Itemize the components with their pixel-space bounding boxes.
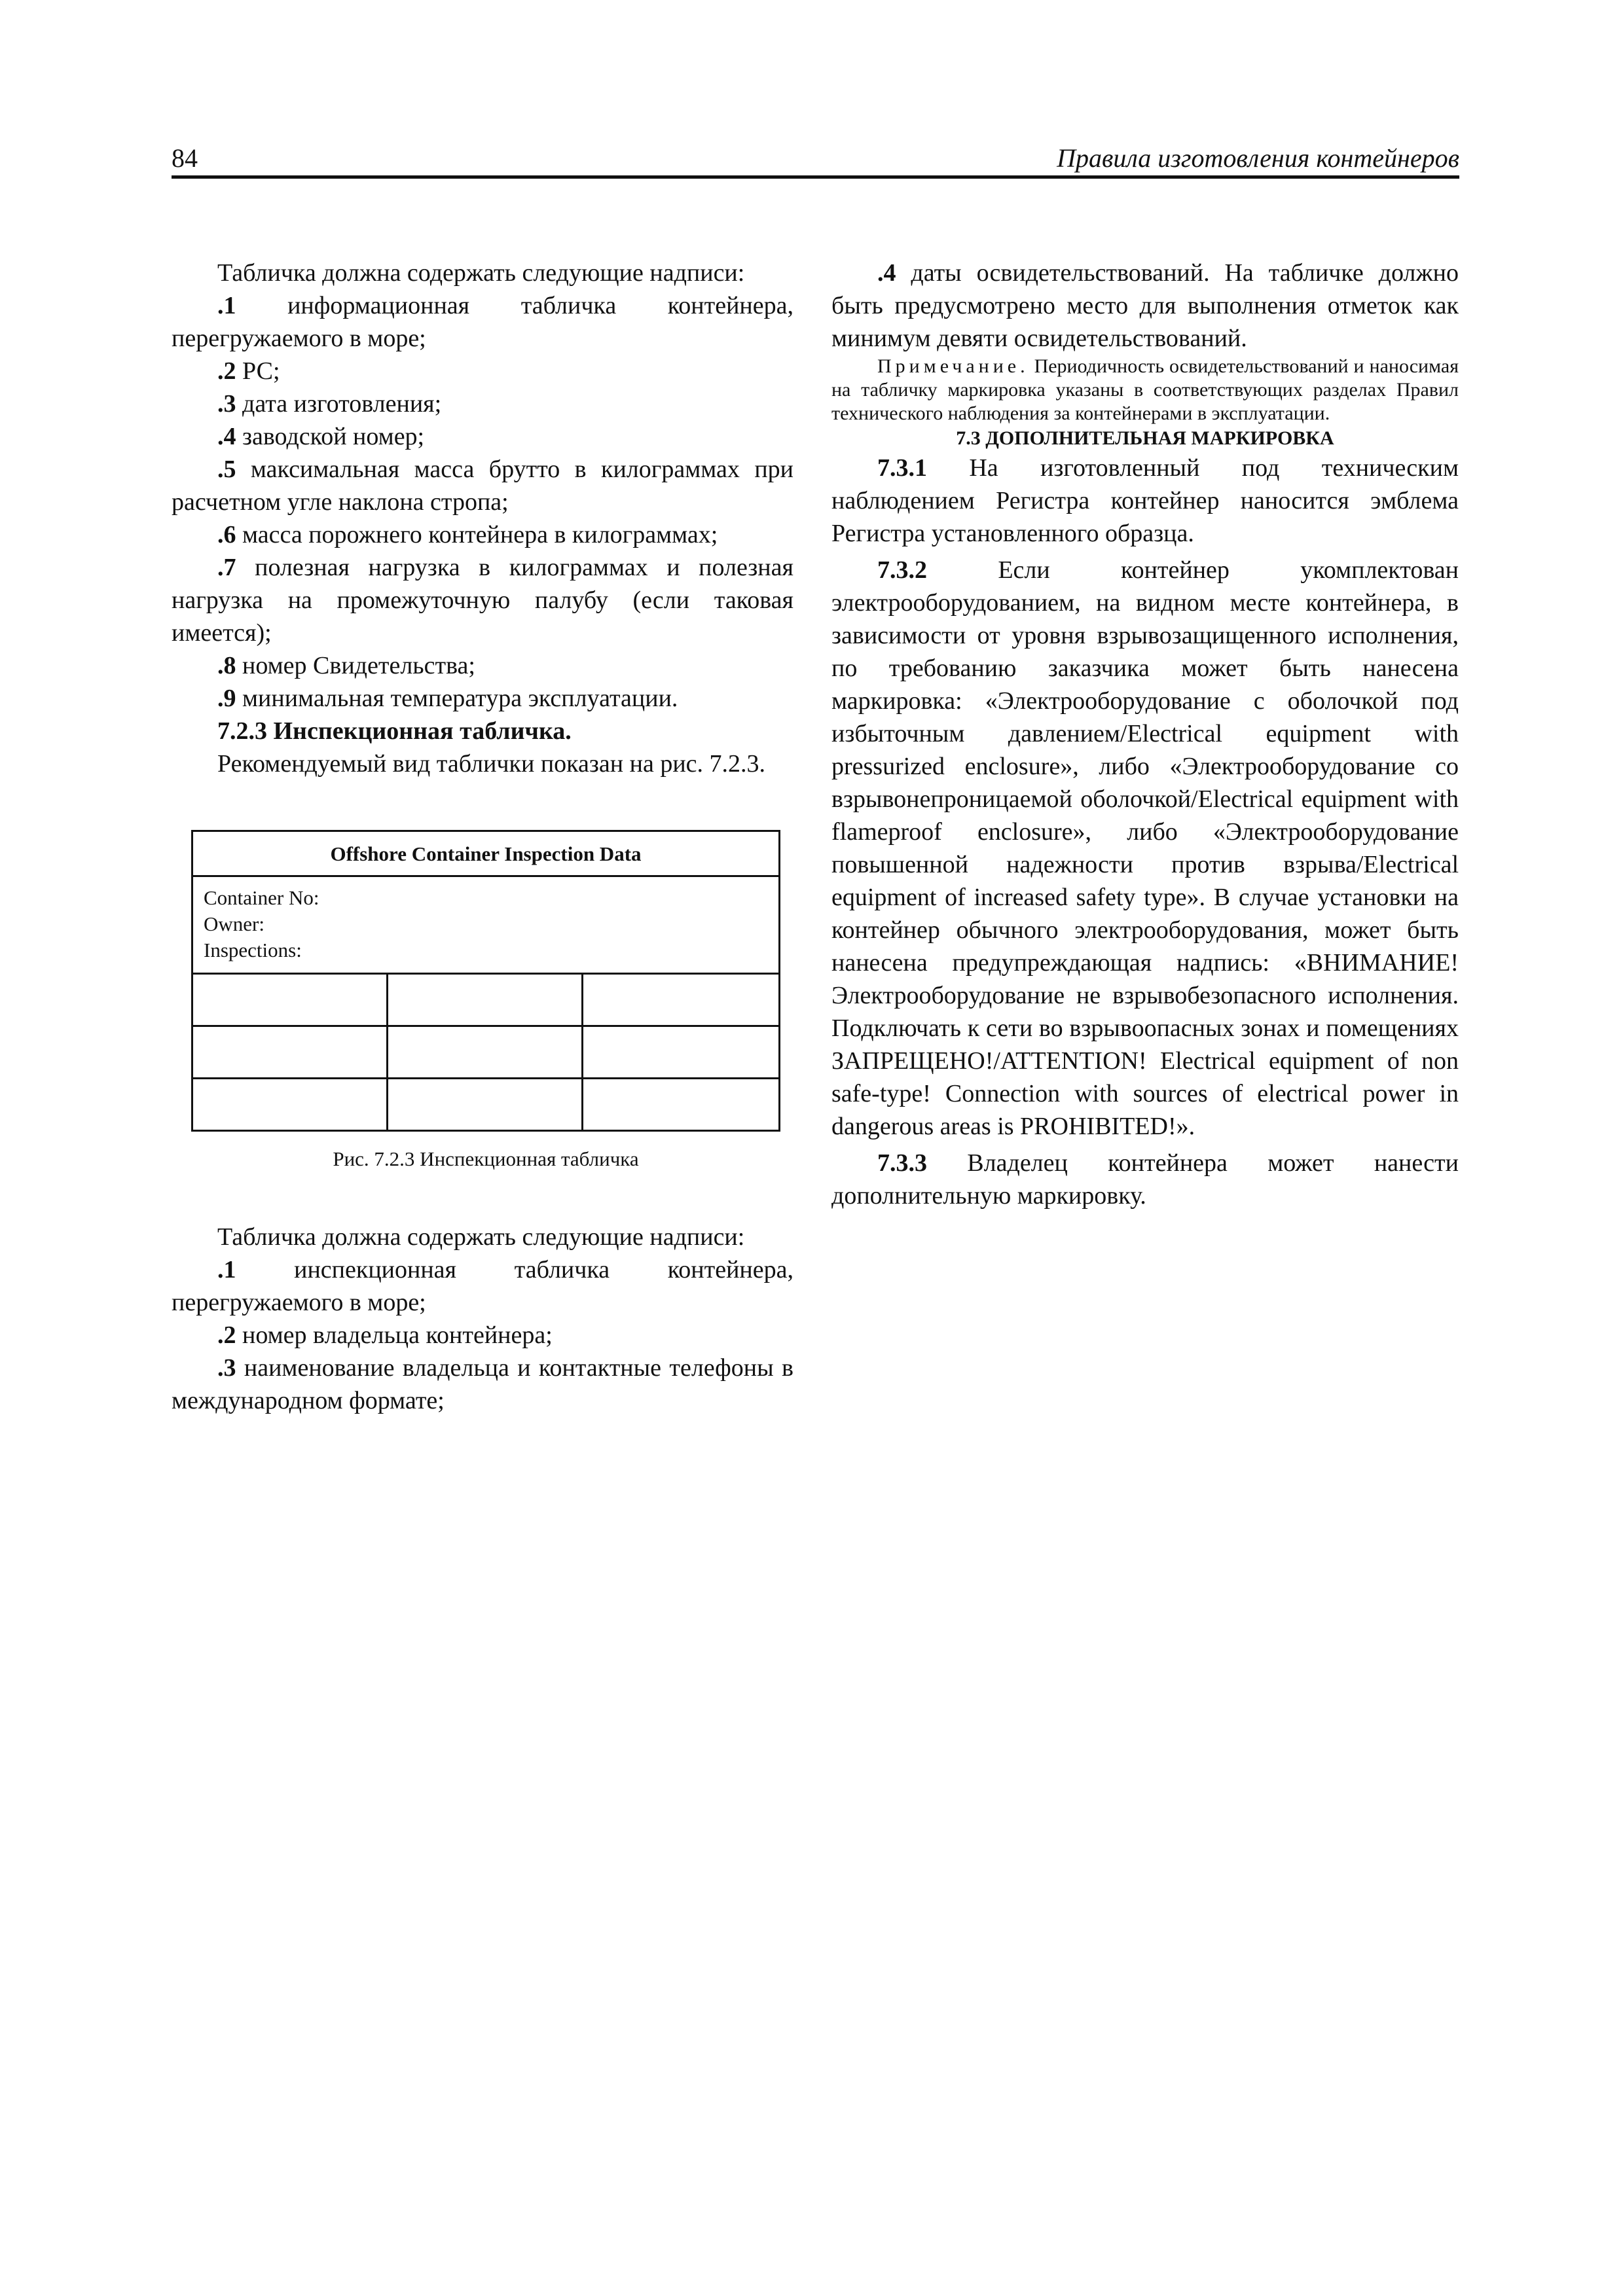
- list-item: [172, 518, 793, 551]
- inspection-cell: [388, 1079, 583, 1130]
- list-item: [172, 1352, 793, 1417]
- clause-number: 7.3.3: [877, 1149, 927, 1177]
- list-item: [172, 649, 793, 682]
- list-item: [831, 257, 1459, 355]
- subsection-heading: 7.2.3 Инспекционная табличка.: [217, 717, 572, 745]
- clause-text: Если контейнер укомплектован электрооборудованием, на видном месте контейнера, в зависимости от уровня взрывозащищенного исполнения, по требованию заказчика может быть нанесена маркировка: «Электрооборудование с оболочкой под избыточным давлением/Electrical equipment with pressurized enclosure», либо «Электрооборудование со взрывонепроницаемой оболочкой/Electrical equipment with flameproof enclosure», либо «Электрооборудование повышенной надежности против взрыва/Electrical equipment of increased safety type». В случае установки на контейнер обычного электрооборудования, может быть нанесена предупреждающая надпись: «ВНИМАНИЕ! Электрооборудование не взрывобезопасного исполнения. Подключать к сети во взрывоопасных зонах и помещениях ЗАПРЕЩЕНО!/ATTENTION! Electrical equipment of non safe-type! Connection with sources of electrical power in dangerous areas is PROHIBITED!».: [831, 556, 1459, 1140]
- item-number: .9: [217, 685, 236, 712]
- clause-number: 7.3.1: [877, 454, 927, 482]
- inspection-plate: [191, 830, 780, 1132]
- list-item: [172, 387, 793, 420]
- clause-text: Владелец контейнера может нанести дополнительную маркировку.: [831, 1149, 1459, 1210]
- inspection-plate-list: [172, 1253, 793, 1417]
- owner-field: Owner:: [204, 912, 264, 935]
- inspections-field: Inspections:: [204, 939, 302, 961]
- note-text: Периодичность освидетельствований и наносимая на табличку маркировка указаны в соответствующих разделах Правил технического наблюдения за контейнерами в эксплуатации.: [831, 355, 1459, 424]
- right-column: [831, 257, 1459, 1212]
- list-item: [172, 420, 793, 453]
- plate-fields: [193, 877, 778, 975]
- item-number: .1: [217, 1256, 236, 1283]
- intro-paragraph-2: Табличка должна содержать следующие надписи:: [217, 1223, 745, 1251]
- clause-number: 7.3.2: [877, 556, 927, 584]
- item-number: .4: [217, 423, 236, 450]
- item-number: .1: [217, 292, 236, 319]
- running-title: Правила изготовления контейнеров: [1057, 143, 1459, 173]
- item-number: .2: [217, 357, 236, 385]
- intro-paragraph: Табличка должна содержать следующие надписи:: [217, 259, 745, 287]
- item-number: .4: [877, 259, 896, 287]
- item-text: инспекционная табличка контейнера, перегружаемого в море;: [172, 1256, 793, 1316]
- paragraph-7-3-3: [831, 1147, 1459, 1212]
- item-number: .3: [217, 390, 236, 418]
- figure-caption: Рис. 7.2.3 Инспекционная табличка: [333, 1147, 639, 1170]
- list-item: [172, 1319, 793, 1352]
- list-item: [172, 1253, 793, 1319]
- inspection-cell: [193, 1027, 388, 1079]
- inspection-cell: [583, 1027, 778, 1079]
- section-title: 7.3 ДОПОЛНИТЕЛЬНАЯ МАРКИРОВКА: [956, 427, 1334, 449]
- item-text: масса порожнего контейнера в килограммах;: [236, 521, 718, 548]
- item-number: .3: [217, 1354, 236, 1382]
- item-text: наименование владельца и контактные телефоны в международном формате;: [172, 1354, 793, 1414]
- item-number: .8: [217, 652, 236, 679]
- note-label: Примечание.: [877, 355, 1029, 377]
- item-text: РС;: [236, 357, 280, 385]
- item-text: даты освидетельствований. На табличке должно быть предусмотрено место для выполнения отметок как минимум девяти освидетельствований.: [831, 259, 1459, 352]
- item-text: заводской номер;: [236, 423, 425, 450]
- paragraph-7-3-1: [831, 452, 1459, 550]
- list-item: [172, 355, 793, 387]
- info-plate-list: [172, 289, 793, 715]
- inspection-cell: [193, 1079, 388, 1130]
- header-rule: [172, 175, 1459, 179]
- item-number: .5: [217, 456, 236, 483]
- item-number: .6: [217, 521, 236, 548]
- item-text: минимальная температура эксплуатации.: [236, 685, 678, 712]
- item-text: максимальная масса брутто в килограммах при расчетном угле наклона стропа;: [172, 456, 793, 516]
- item-text: полезная нагрузка в килограммах и полезная нагрузка на промежуточную палубу (если таковая имеется);: [172, 554, 793, 647]
- item-number: .7: [217, 554, 236, 581]
- inspection-cell: [193, 975, 388, 1027]
- inspection-grid: [193, 975, 778, 1130]
- container-no-field: Container No:: [204, 886, 319, 909]
- item-text: номер Свидетельства;: [236, 652, 475, 679]
- list-item: [172, 682, 793, 715]
- page-number: 84: [172, 143, 198, 173]
- note-paragraph: [831, 355, 1459, 425]
- clause-text: На изготовленный под техническим наблюдением Регистра контейнер наносится эмблема Регистра установленного образца.: [831, 454, 1459, 547]
- item-number: .2: [217, 1321, 236, 1349]
- inspection-cell: [583, 1079, 778, 1130]
- list-item: [172, 551, 793, 649]
- inspection-plate-figure: [191, 830, 780, 1172]
- list-item: [172, 453, 793, 518]
- list-item: [172, 289, 793, 355]
- inspection-cell: [388, 1027, 583, 1079]
- inspection-cell: [388, 975, 583, 1027]
- item-text: дата изготовления;: [236, 390, 442, 418]
- paragraph-7-3-2: [831, 554, 1459, 1143]
- inspection-cell: [583, 975, 778, 1027]
- item-text: информационная табличка контейнера, перегружаемого в море;: [172, 292, 793, 352]
- left-column: [172, 257, 793, 1417]
- plate-title: Offshore Container Inspection Data: [193, 832, 778, 877]
- recommend-paragraph: Рекомендуемый вид таблички показан на рис. 7.2.3.: [217, 750, 766, 778]
- item-text: номер владельца контейнера;: [236, 1321, 553, 1349]
